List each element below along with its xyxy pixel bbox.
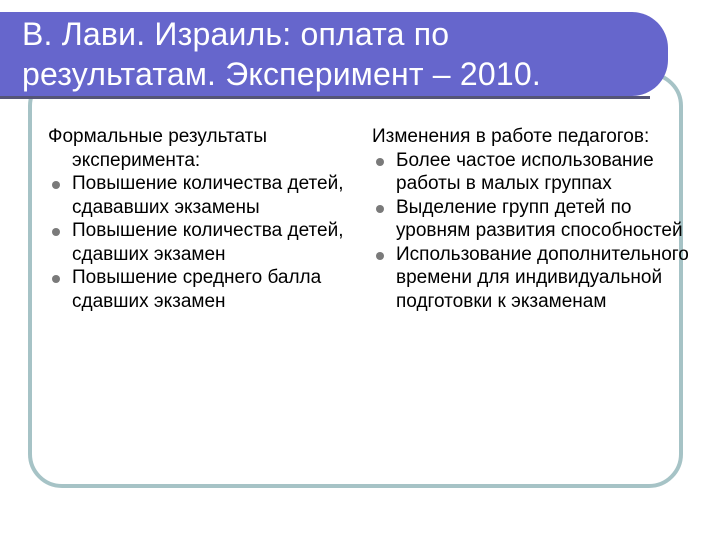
bullet-icon [52,228,60,236]
slide-title-line-2: результатам. Эксперимент – 2010. [22,56,541,92]
title-underline [0,96,650,99]
slide-title [22,14,662,94]
bullet-icon [52,275,60,283]
list-item [48,219,348,266]
slide-title-line-1: В. Лави. Израиль: оплата по [22,16,450,52]
left-column [48,125,348,313]
left-bullet-list [48,172,348,313]
list-item [372,149,692,196]
list-item-text: Использование дополнительного времени для индивидуальной подготовки к экзаменам [396,243,689,312]
right-column [372,125,692,313]
right-bullet-list [372,149,692,314]
list-item-text: Повышение количества детей, сдавших экзамен [72,220,344,265]
left-column-heading: Формальные результаты эксперимента: [48,126,267,171]
list-item [372,243,692,314]
bullet-icon [376,205,384,213]
bullet-icon [376,158,384,166]
list-item [372,196,692,243]
list-item [48,172,348,219]
list-item-text: Повышение среднего балла сдавших экзамен [72,267,322,312]
list-item-text: Повышение количества детей, сдававших экзамены [72,173,344,218]
list-item [48,266,348,313]
bullet-icon [376,252,384,260]
bullet-icon [52,181,60,189]
list-item-text: Выделение групп детей по уровням развития способностей [396,196,683,241]
list-item-text: Более частое использование работы в малых группах [396,149,654,194]
right-column-heading: Изменения в работе педагогов: [372,126,650,147]
